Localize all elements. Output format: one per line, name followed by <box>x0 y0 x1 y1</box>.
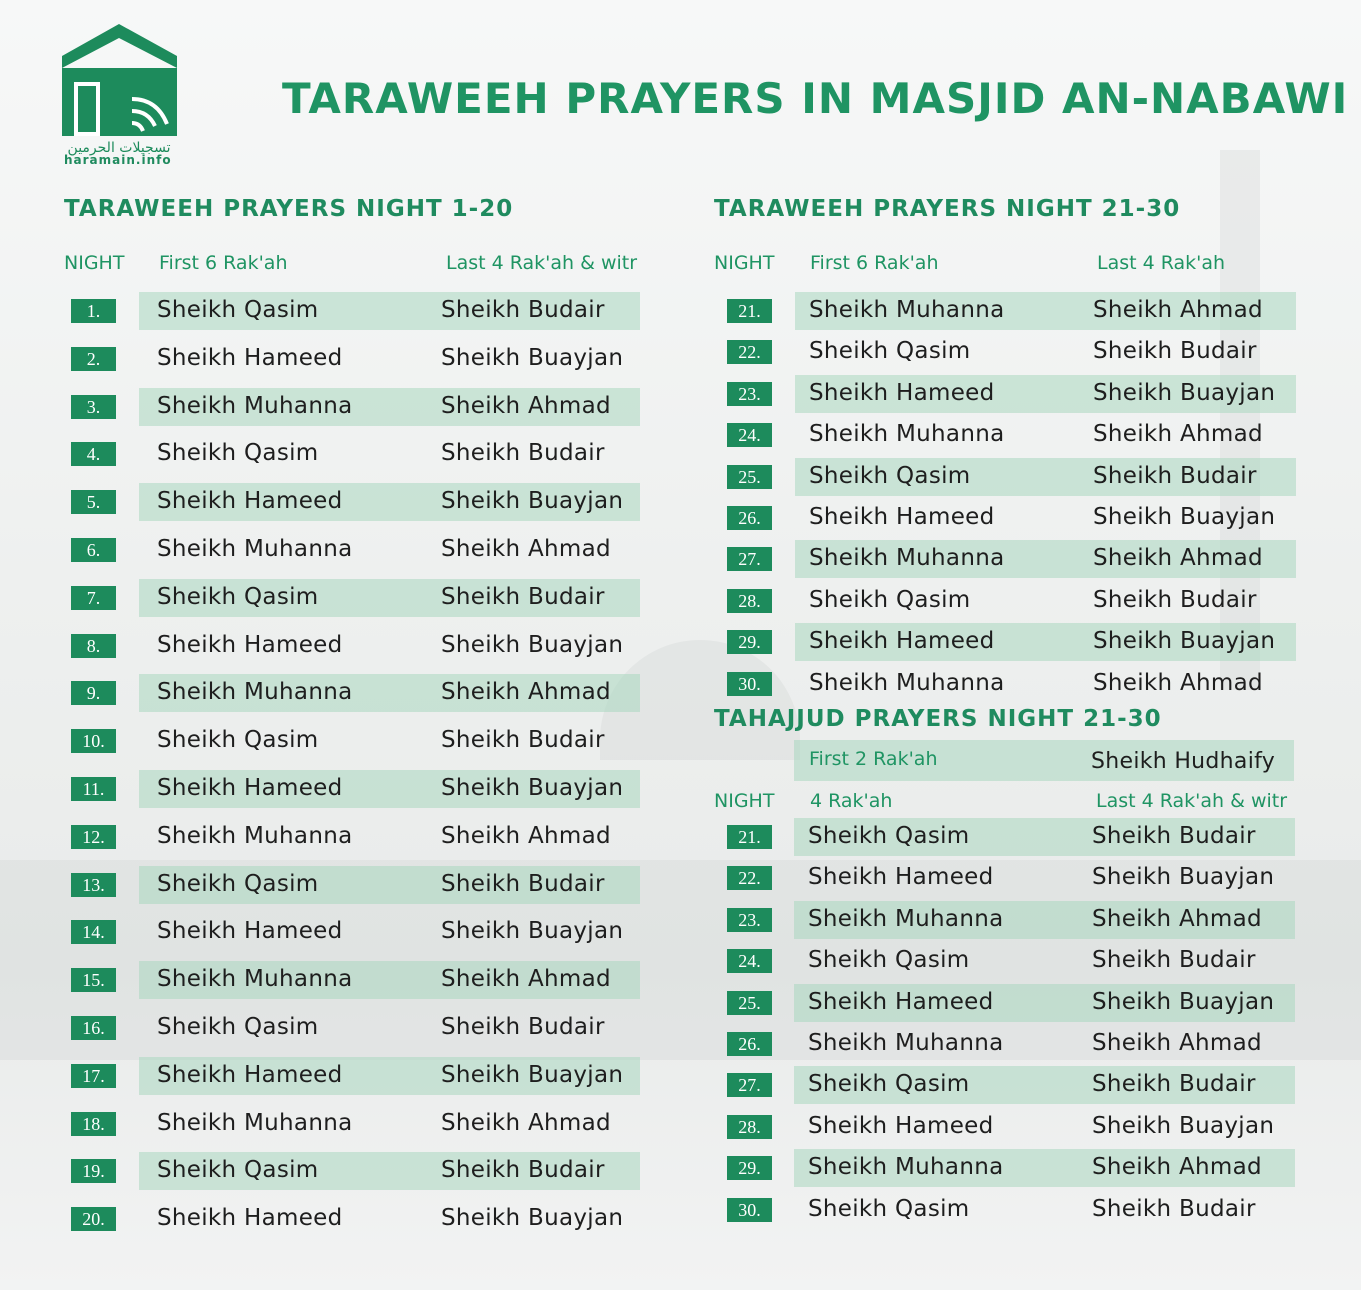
page-title: TARAWEEH PRAYERS IN MASJID AN-NABAWI <box>282 74 1349 123</box>
last-imam-name: Sheikh Ahmad <box>1092 1030 1262 1056</box>
last-imam-name: Sheikh Buayjan <box>441 775 624 801</box>
night-number-badge: 24. <box>727 423 772 447</box>
night-number-badge: 29. <box>727 1156 772 1180</box>
night-number-badge: 22. <box>727 340 772 364</box>
last-imam-name: Sheikh Buayjan <box>1093 504 1276 530</box>
table-row <box>0 665 1361 706</box>
night-number-badge: 22. <box>727 866 772 890</box>
table-row <box>0 416 1361 454</box>
table-row <box>0 499 1361 537</box>
last-imam-name: Sheikh Buayjan <box>441 1061 624 1088</box>
night-number-badge: 20. <box>71 1207 116 1231</box>
last-imam-name: Sheikh Ahmad <box>1093 421 1263 448</box>
last-imam-name: Sheikh Ahmad <box>1093 545 1263 572</box>
last-imam-name: Sheikh Budair <box>1093 338 1257 365</box>
first-imam-name: Sheikh Muhanna <box>809 297 1005 323</box>
svg-text:تسجيلات الحرمين: تسجيلات الحرمين <box>67 140 171 156</box>
tahajjud-section-heading: TAHAJJUD PRAYERS NIGHT 21-30 <box>714 706 1162 732</box>
last-imam-name: Sheikh Buayjan <box>1093 628 1276 655</box>
last-imam-name: Sheikh Ahmad <box>441 1109 611 1136</box>
first-imam-name: Sheikh Qasim <box>157 583 319 610</box>
night-number-badge: 5. <box>71 490 116 514</box>
first-imam-name: Sheikh Qasim <box>157 440 319 467</box>
first-imam-name: Sheikh Hameed <box>157 918 343 945</box>
last-imam-name: Sheikh Ahmad <box>441 679 611 706</box>
left-section-heading: TARAWEEH PRAYERS NIGHT 1-20 <box>64 196 514 222</box>
last-imam-name: Sheikh Ahmad <box>1093 297 1263 323</box>
night-number-badge: 4. <box>71 442 116 466</box>
last-imam-name: Sheikh Budair <box>441 870 605 897</box>
last-imam-name: Sheikh Buayjan <box>441 344 624 371</box>
night-number-badge: 2. <box>71 347 116 371</box>
last-imam-name: Sheikh Ahmad <box>441 966 611 993</box>
table-row <box>0 1025 1361 1063</box>
night-number-badge: 15. <box>71 968 116 992</box>
last-imam-name: Sheikh Buayjan <box>1092 864 1275 891</box>
left-header-last: Last 4 Rak'ah & witr <box>446 252 638 274</box>
last-imam-name: Sheikh Ahmad <box>1092 1154 1262 1181</box>
last-imam-name: Sheikh Budair <box>441 583 605 610</box>
last-imam-name: Sheikh Buayjan <box>441 631 624 658</box>
left-header-night: NIGHT <box>64 252 125 274</box>
tahajjud-header-first: 4 Rak'ah <box>810 790 893 812</box>
last-imam-name: Sheikh Budair <box>441 727 605 754</box>
last-imam-name: Sheikh Budair <box>1092 1071 1256 1098</box>
first-imam-name: Sheikh Hameed <box>808 1112 994 1139</box>
first-imam-name: Sheikh Qasim <box>157 297 319 323</box>
night-number-badge: 12. <box>71 825 116 849</box>
table-row <box>0 984 1361 1022</box>
last-imam-name: Sheikh Buayjan <box>441 918 624 945</box>
first-imam-name: Sheikh Qasim <box>809 338 971 365</box>
first-imam-name: Sheikh Muhanna <box>157 392 353 419</box>
night-number-badge: 27. <box>727 547 772 571</box>
first-imam-name: Sheikh Muhanna <box>809 545 1005 572</box>
first-imam-name: Sheikh Muhanna <box>157 679 353 706</box>
night-number-badge: 10. <box>71 729 116 753</box>
right-header-night: NIGHT <box>714 252 775 274</box>
left-header-first: First 6 Rak'ah <box>159 252 288 274</box>
night-number-badge: 9. <box>71 681 116 705</box>
last-imam-name: Sheikh Budair <box>441 440 605 467</box>
table-row <box>0 859 1361 897</box>
first-imam-name: Sheikh Qasim <box>808 947 970 974</box>
last-imam-name: Sheikh Ahmad <box>1092 905 1262 932</box>
first-imam-name: Sheikh Muhanna <box>808 1154 1004 1181</box>
last-imam-name: Sheikh Budair <box>1092 1195 1256 1222</box>
last-imam-name: Sheikh Ahmad <box>441 392 611 419</box>
night-number-badge: 25. <box>727 465 772 489</box>
table-row <box>0 1108 1361 1146</box>
first-imam-name: Sheikh Qasim <box>809 586 971 613</box>
last-imam-name: Sheikh Buayjan <box>441 488 624 515</box>
first-imam-name: Sheikh Muhanna <box>808 1030 1004 1056</box>
night-number-badge: 21. <box>727 299 772 323</box>
first-imam-name: Sheikh Qasim <box>157 1157 319 1184</box>
first-imam-name: Sheikh Hameed <box>157 344 343 371</box>
first-imam-name: Sheikh Qasim <box>808 1071 970 1098</box>
right-section-heading: TARAWEEH PRAYERS NIGHT 21-30 <box>714 196 1181 222</box>
right-header-first: First 6 Rak'ah <box>810 252 939 274</box>
last-imam-name: Sheikh Ahmad <box>441 822 611 849</box>
night-number-badge: 26. <box>727 506 772 530</box>
night-number-badge: 18. <box>71 1112 116 1136</box>
last-imam-name: Sheikh Budair <box>441 1157 605 1184</box>
first-imam-name: Sheikh Hameed <box>809 504 995 530</box>
last-imam-name: Sheikh Buayjan <box>1092 988 1275 1015</box>
night-number-badge: 6. <box>71 538 116 562</box>
table-row <box>0 540 1361 578</box>
night-number-badge: 28. <box>727 1115 772 1139</box>
night-number-badge: 16. <box>71 1016 116 1040</box>
table-row <box>0 458 1361 496</box>
first-imam-name: Sheikh Hameed <box>157 775 343 801</box>
first-imam-name: Sheikh Qasim <box>808 823 970 849</box>
last-imam-name: Sheikh Budair <box>1092 823 1256 849</box>
tahajjud-first-row <box>0 740 1361 778</box>
table-row <box>0 1191 1361 1232</box>
night-number-badge: 8. <box>71 634 116 658</box>
last-imam-name: Sheikh Budair <box>441 1014 605 1040</box>
table-row <box>0 375 1361 413</box>
last-imam-name: Sheikh Budair <box>1092 947 1256 974</box>
night-number-badge: 23. <box>727 908 772 932</box>
first-imam-name: Sheikh Muhanna <box>809 669 1005 696</box>
table-row <box>0 1149 1361 1187</box>
first-imam-name: Sheikh Muhanna <box>157 1109 353 1136</box>
table-row <box>0 942 1361 980</box>
night-number-badge: 23. <box>727 382 772 406</box>
night-number-badge: 17. <box>71 1064 116 1088</box>
first-imam-name: Sheikh Hameed <box>809 379 995 406</box>
night-number-badge: 27. <box>727 1073 772 1097</box>
table-row <box>0 1066 1361 1104</box>
night-number-badge: 21. <box>727 825 772 849</box>
night-number-badge: 24. <box>727 949 772 973</box>
first-imam-name: Sheikh Qasim <box>157 727 319 754</box>
first-imam-name: Sheikh Hameed <box>157 631 343 658</box>
table-row <box>0 623 1361 661</box>
night-number-badge: 13. <box>71 873 116 897</box>
last-imam-name: Sheikh Buayjan <box>1093 379 1276 406</box>
first-imam-name: Sheikh Muhanna <box>808 905 1004 932</box>
first-imam-name: Sheikh Qasim <box>157 870 319 897</box>
tahajjud-first-label: First 2 Rak'ah <box>809 748 938 770</box>
table-row <box>0 818 1361 856</box>
first-imam-name: Sheikh Hameed <box>157 488 343 515</box>
first-imam-name: Sheikh Hameed <box>809 628 995 655</box>
last-imam-name: Sheikh Buayjan <box>441 1205 624 1232</box>
table-row <box>0 292 1361 330</box>
first-imam-name: Sheikh Muhanna <box>809 421 1005 448</box>
night-number-badge: 28. <box>727 589 772 613</box>
night-number-badge: 30. <box>727 1198 772 1222</box>
night-number-badge: 1. <box>71 299 116 323</box>
night-number-badge: 25. <box>727 991 772 1015</box>
table-row <box>0 901 1361 939</box>
right-header-last: Last 4 Rak'ah <box>1097 252 1226 274</box>
last-imam-name: Sheikh Budair <box>441 297 605 323</box>
last-imam-name: Sheikh Ahmad <box>441 536 611 562</box>
table-row <box>0 333 1361 371</box>
night-number-badge: 29. <box>727 630 772 654</box>
first-imam-name: Sheikh Muhanna <box>157 822 353 849</box>
last-imam-name: Sheikh Budair <box>1093 586 1257 613</box>
night-number-badge: 7. <box>71 586 116 610</box>
kaaba-logo-icon <box>62 24 177 169</box>
first-imam-name: Sheikh Muhanna <box>157 966 353 993</box>
first-imam-name: Sheikh Muhanna <box>157 536 353 562</box>
last-imam-name: Sheikh Buayjan <box>1092 1112 1275 1139</box>
night-number-badge: 11. <box>71 777 116 801</box>
first-imam-name: Sheikh Qasim <box>808 1195 970 1222</box>
first-imam-name: Sheikh Hameed <box>157 1205 343 1232</box>
first-imam-name: Sheikh Qasim <box>157 1014 319 1040</box>
tahajjud-header-last: Last 4 Rak'ah & witr <box>1096 790 1288 812</box>
tahajjud-header-night: NIGHT <box>714 790 775 812</box>
last-imam-name: Sheikh Ahmad <box>1093 669 1263 696</box>
first-imam-name: Sheikh Qasim <box>809 462 971 489</box>
night-number-badge: 19. <box>71 1159 116 1183</box>
logo-url: haramain.info <box>64 153 172 167</box>
night-number-badge: 30. <box>727 672 772 696</box>
tahajjud-first-name: Sheikh Hudhaify <box>1091 749 1276 774</box>
night-number-badge: 14. <box>71 920 116 944</box>
table-row <box>0 582 1361 620</box>
first-imam-name: Sheikh Hameed <box>808 988 994 1015</box>
first-imam-name: Sheikh Hameed <box>157 1061 343 1088</box>
night-number-badge: 3. <box>71 395 116 419</box>
last-imam-name: Sheikh Budair <box>1093 462 1257 489</box>
night-number-badge: 26. <box>727 1032 772 1056</box>
first-imam-name: Sheikh Hameed <box>808 864 994 891</box>
